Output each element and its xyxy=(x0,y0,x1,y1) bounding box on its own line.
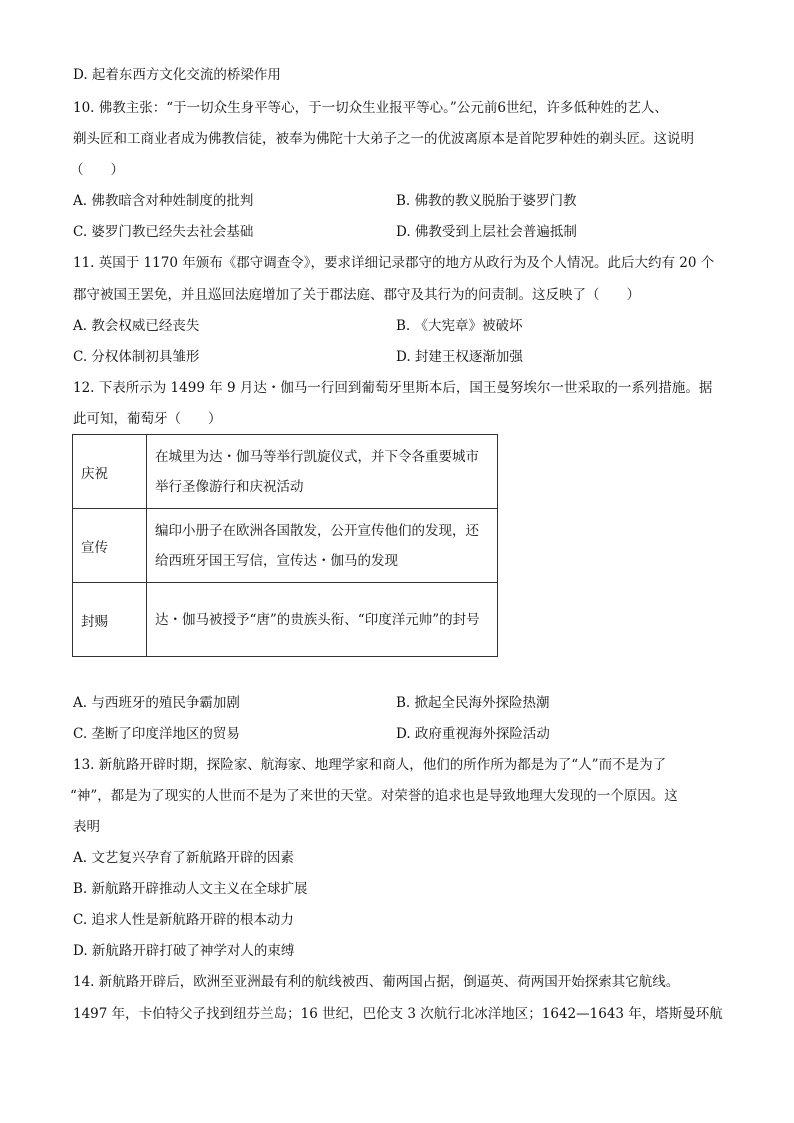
question-10-option-a: A. 佛教暗含对种姓制度的批判 xyxy=(73,193,254,209)
question-12-option-a: A. 与西班牙的殖民争霸加剧 xyxy=(73,695,240,711)
question-12-option-b: B. 掀起全民海外探险热潮 xyxy=(396,695,550,711)
table-row xyxy=(73,435,498,509)
question-11-option-d: D. 封建王权逐渐加强 xyxy=(396,349,523,365)
question-13-stem-line-1: 13. 新航路开辟时期，探险家、航海家、地理学家和商人，他们的所作所为都是为了“人”而不是为了 xyxy=(73,757,667,773)
question-11-stem-line-2: 郡守被国王罢免，并且巡回法庭增加了关于郡法庭、郡守及其行为的问责制。这反映了（ ） xyxy=(73,287,640,303)
question-10-answer-blank: （ ） xyxy=(70,162,124,178)
question-12-option-d: D. 政府重视海外探险活动 xyxy=(396,726,550,742)
question-12-stem-line-1: 12. 下表所示为 1499 年 9 月达・伽马一行回到葡萄牙里斯本后，国王曼努埃尔一世采取的一系列措施。据 xyxy=(73,380,713,396)
table-row-key: 封赐 xyxy=(73,583,147,657)
question-13-stem-line-3: 表明 xyxy=(73,819,100,835)
table-row xyxy=(73,509,498,583)
question-14-stem-line-1: 14. 新航路开辟后，欧洲至亚洲最有利的航线被西、葡两国占据，倒逼英、荷两国开始探索其它航线。 xyxy=(73,974,680,990)
table-row xyxy=(73,583,498,657)
question-10-stem-line-2: 剃头匠和工商业者成为佛教信徒，被奉为佛陀十大弟子之一的优波离原本是首陀罗种姓的剃头匠。这说明 xyxy=(73,131,694,147)
table-row-value: 编印小册子在欧洲各国散发，公开宣传他们的发现，还给西班牙国王写信，宣传达・伽马的发现 xyxy=(147,509,498,583)
table-row-key: 庆祝 xyxy=(73,435,147,509)
question-10-option-c: C. 婆罗门教已经失去社会基础 xyxy=(73,224,254,240)
question-13-option-c: C. 追求人性是新航路开辟的根本动力 xyxy=(73,912,294,928)
table-row-key: 宣传 xyxy=(73,509,147,583)
question-14-stem-line-2: 1497 年，卡伯特父子找到纽芬兰岛；16 世纪，巴伦支 3 次航行北冰洋地区；1642—1643 年，塔斯曼环航 xyxy=(73,1006,723,1022)
question-11-option-c: C. 分权体制初具雏形 xyxy=(73,349,200,365)
table-row-value: 在城里为达・伽马等举行凯旋仪式，并下令各重要城市举行圣像游行和庆祝活动 xyxy=(147,435,498,509)
question-10-stem-line-1: 10. 佛教主张：“于一切众生身平等心，于一切众生业报平等心。”公元前6世纪，许多低种姓的艺人、 xyxy=(73,100,668,116)
question-13-option-a: A. 文艺复兴孕育了新航路开辟的因素 xyxy=(73,850,294,866)
question-13-stem-line-2: “神”，都是为了现实的人世而不是为了来世的天堂。对荣誉的追求也是导致地理大发现的一个原因。这 xyxy=(70,788,678,804)
question-13-option-b: B. 新航路开辟推动人文主义在全球扩展 xyxy=(73,881,308,897)
question-12-option-c: C. 垄断了印度洋地区的贸易 xyxy=(73,726,240,742)
question-13-option-d: D. 新航路开辟打破了神学对人的束缚 xyxy=(73,943,295,959)
measures-table xyxy=(72,434,498,657)
question-10-option-b: B. 佛教的教义脱胎于婆罗门教 xyxy=(396,193,577,209)
question-12-stem-line-2: 此可知，葡萄牙（ ） xyxy=(73,411,222,427)
question-9-option-d: D. 起着东西方文化交流的桥梁作用 xyxy=(73,67,281,83)
question-11-option-b: B. 《大宪章》被破坏 xyxy=(396,318,523,334)
question-11-stem-line-1: 11. 英国于 1170 年颁布《郡守调查令》，要求详细记录郡守的地方从政行为及个人情况。此后大约有 20 个 xyxy=(73,255,715,271)
question-11-option-a: A. 教会权威已经丧失 xyxy=(73,318,200,334)
table-row-value: 达・伽马被授予“唐”的贵族头衔、“印度洋元帅”的封号 xyxy=(147,583,498,657)
question-10-option-d: D. 佛教受到上层社会普遍抵制 xyxy=(396,224,577,240)
